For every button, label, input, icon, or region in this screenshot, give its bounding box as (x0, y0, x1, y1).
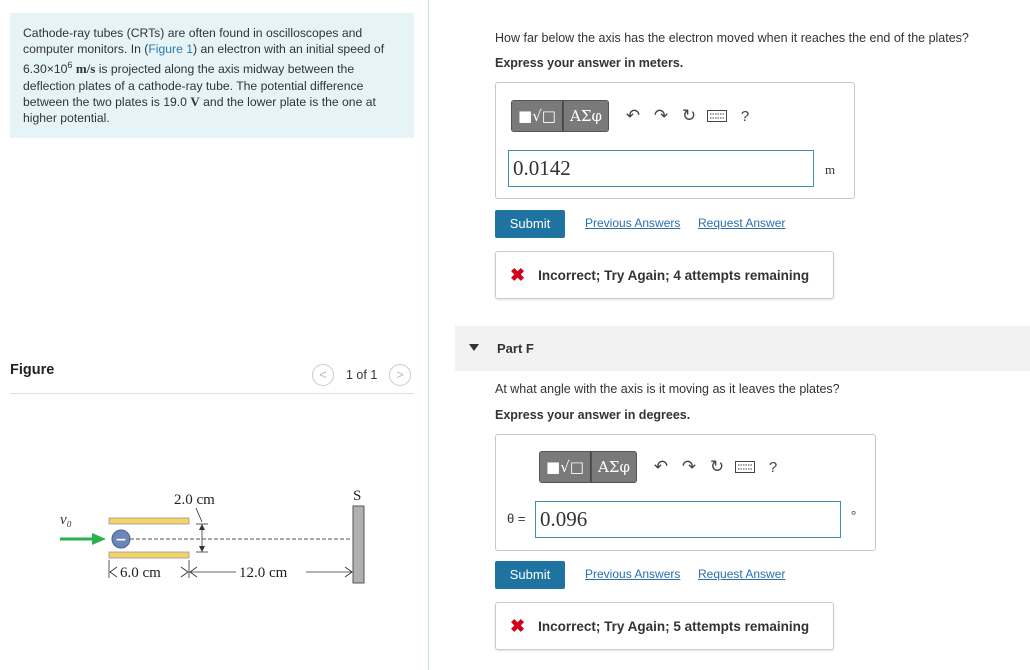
figure-link[interactable]: Figure 1 (148, 42, 194, 57)
prev-figure-button[interactable]: < (312, 364, 334, 386)
part-e-unit: m (825, 162, 836, 177)
problem-statement (10, 13, 414, 138)
math-button-group (539, 451, 637, 483)
panel-divider (428, 0, 429, 670)
part-e-feedback (495, 251, 834, 299)
part-e-request-answer-link[interactable]: Request Answer (698, 216, 786, 230)
templates-button[interactable]: ■√□ (539, 451, 591, 483)
reset-icon[interactable]: ↻ (681, 106, 697, 125)
part-f-instruction: Express your answer in degrees. (495, 408, 691, 422)
incorrect-icon: ✖ (510, 615, 526, 636)
part-e-answer-input[interactable]: 0.0142 (508, 150, 814, 187)
gap-arrow-down (199, 546, 205, 552)
keyboard-icon[interactable] (731, 451, 759, 483)
figure-divider (10, 393, 414, 394)
electron-sign: − (115, 532, 127, 548)
part-f-answer-input[interactable]: 0.096 (535, 501, 841, 538)
part-f-header[interactable] (455, 326, 1030, 371)
keyboard-icon[interactable] (703, 100, 731, 132)
v0-label: v₀ (60, 512, 72, 528)
part-e-instruction: Express your answer in meters. (495, 56, 684, 70)
exponent: 6 (67, 60, 73, 71)
collapse-caret-icon[interactable] (469, 344, 479, 351)
problem-text: Cathode-ray tubes (CRTs) are often found in oscilloscopes and computer monitors. In ( (23, 26, 363, 57)
part-f-title: Part F (497, 341, 534, 356)
theta-label: θ = (507, 511, 526, 526)
part-f-unit: ° (851, 507, 857, 522)
distance-label: 12.0 cm (239, 565, 288, 581)
gap-leader (196, 508, 202, 522)
speed-unit: m/s (75, 61, 96, 77)
dim-arrow-left (110, 567, 117, 577)
upper-plate (109, 518, 189, 524)
screen-label: S (353, 488, 362, 504)
redo-icon[interactable]: ↷ (653, 106, 669, 125)
gap-label: 2.0 cm (174, 492, 215, 508)
part-f-feedback (495, 602, 834, 650)
dim-arrow-right (181, 567, 188, 577)
templates-button[interactable]: ■√□ (511, 100, 563, 132)
screen (353, 506, 364, 583)
redo-icon[interactable]: ↷ (681, 457, 697, 476)
part-f-previous-answers-link[interactable]: Previous Answers (585, 567, 681, 581)
part-f-request-answer-link[interactable]: Request Answer (698, 567, 786, 581)
crt-figure (40, 480, 380, 590)
problem-text: and the lower plate is the one at higher potential. (23, 94, 376, 126)
problem-text: is projected along the axis midway between the deflection plates of a cathode-ray tube. The potential difference between the two plates is 19.0 (23, 62, 364, 109)
gap-arrow-up (199, 524, 205, 530)
part-f-toolbar (539, 451, 787, 483)
help-button[interactable]: ? (768, 458, 778, 476)
reset-icon[interactable]: ↻ (709, 457, 725, 476)
math-button-group (511, 100, 609, 132)
undo-icon[interactable]: ↶ (625, 106, 641, 125)
volt-unit: V (190, 93, 200, 109)
part-e-toolbar (511, 100, 759, 132)
problem-text: ) an electron with an initial speed of 6.30×10 (23, 42, 385, 77)
part-e-question: How far below the axis has the electron moved when it reaches the end of the plates? (495, 31, 969, 45)
velocity-arrowhead (92, 533, 106, 545)
undo-icon[interactable]: ↶ (653, 457, 669, 476)
figure-title: Figure (10, 362, 55, 378)
part-e-feedback-text: Incorrect; Try Again; 4 attempts remaining (538, 267, 810, 283)
part-e-submit-button[interactable]: Submit (495, 210, 565, 238)
incorrect-icon: ✖ (510, 264, 526, 285)
help-button[interactable]: ? (740, 107, 750, 125)
part-e-previous-answers-link[interactable]: Previous Answers (585, 216, 681, 230)
symbols-button[interactable]: ΑΣφ (563, 100, 609, 132)
symbols-button[interactable]: ΑΣφ (591, 451, 637, 483)
part-f-feedback-text: Incorrect; Try Again; 5 attempts remaining (538, 618, 810, 634)
plate-length-label: 6.0 cm (120, 565, 161, 581)
figure-pager: 1 of 1 (346, 368, 378, 382)
lower-plate (109, 552, 189, 558)
part-f-submit-button[interactable]: Submit (495, 561, 565, 589)
part-f-question: At what angle with the axis is it moving as it leaves the plates? (495, 382, 840, 396)
next-figure-button[interactable]: > (389, 364, 411, 386)
